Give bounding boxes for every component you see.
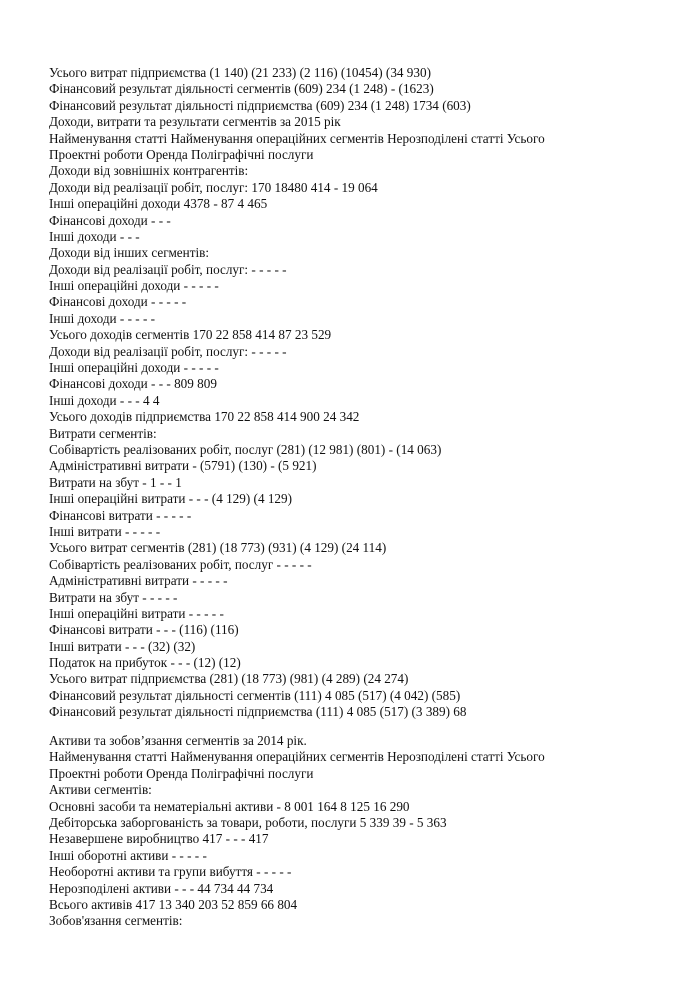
text-line: Собівартість реалізованих робіт, послуг - - - - - bbox=[49, 556, 312, 572]
text-line: Інші операційні доходи 4378 - 87 4 465 bbox=[49, 196, 268, 212]
section-heading: Активи та зобов’язання сегментів за 2014 рік. bbox=[49, 733, 307, 748]
table-header-line: Проектні роботи Оренда Поліграфічні послуги bbox=[49, 765, 314, 781]
text-line: Фінансовий результат діяльності підприємства (609) 234 (1 248) 1734 (603) bbox=[49, 97, 471, 113]
text-line: Доходи від реалізації робіт, послуг: 170 18480 414 - 19 064 bbox=[49, 179, 378, 195]
text-line: Доходи від інших сегментів: bbox=[49, 245, 210, 261]
table-header-line: Проектні роботи Оренда Поліграфічні послуги bbox=[49, 146, 314, 162]
text-line: Інші витрати - - - (32) (32) bbox=[49, 638, 196, 654]
text-line: Інші витрати - - - - - bbox=[49, 523, 161, 539]
text-line: Фінансовий результат діяльності сегментів (111) 4 085 (517) (4 042) (585) bbox=[49, 687, 461, 703]
text-line: Доходи від зовнішніх контрагентів: bbox=[49, 163, 249, 179]
text-line: Інші доходи - - - 4 4 bbox=[49, 392, 160, 408]
text-line: Усього витрат підприємства (281) (18 773) (981) (4 289) (24 274) bbox=[49, 671, 409, 687]
section-heading: Доходи, витрати та результати сегментів за 2015 рік bbox=[49, 114, 341, 130]
text-line: Витрати сегментів: bbox=[49, 425, 157, 441]
text-line: Усього доходів підприємства 170 22 858 414 900 24 342 bbox=[49, 409, 360, 425]
text-line: Доходи від реалізації робіт, послуг: - - - - - bbox=[49, 343, 287, 359]
text-line: Всього активів 417 13 340 203 52 859 66 804 bbox=[49, 896, 298, 912]
text-line: Фінансові витрати - - - (116) (116) bbox=[49, 622, 239, 638]
text-line: Витрати на збут - - - - - bbox=[49, 589, 178, 605]
table-header-line: Найменування статті Найменування операційних сегментів Нерозподілені статті Усього bbox=[49, 749, 545, 765]
text-line: Доходи від реалізації робіт, послуг: - - - - - bbox=[49, 261, 287, 277]
text-line: Адміністративні витрати - (5791) (130) - (5 921) bbox=[49, 458, 317, 474]
text-line: Усього витрат сегментів (281) (18 773) (931) (4 129) (24 114) bbox=[49, 540, 387, 556]
text-line: Усього витрат підприємства (1 140) (21 233) (2 116) (10454) (34 930) bbox=[49, 65, 431, 80]
text-line: Інші оборотні активи - - - - - bbox=[49, 847, 207, 863]
text-line: Дебіторська заборгованість за товари, роботи, послуги 5 339 39 - 5 363 bbox=[49, 814, 447, 830]
text-line: Фінансові доходи - - - 809 809 bbox=[49, 376, 217, 392]
text-line: Інші доходи - - - - - bbox=[49, 310, 156, 326]
text-line: Основні засоби та нематеріальні активи - 8 001 164 8 125 16 290 bbox=[49, 798, 410, 814]
text-line: Інші операційні доходи - - - - - bbox=[49, 278, 219, 294]
text-line: Необоротні активи та групи вибуття - - - - - bbox=[49, 864, 292, 880]
text-line: Активи сегментів: bbox=[49, 782, 152, 798]
text-line: Фінансові доходи - - - - - bbox=[49, 294, 187, 310]
text-line: Інші операційні доходи - - - - - bbox=[49, 360, 219, 376]
text-line: Податок на прибуток - - - (12) (12) bbox=[49, 655, 241, 671]
text-line: Зобов'язання сегментів: bbox=[49, 913, 183, 929]
text-line: Фінансові доходи - - - bbox=[49, 212, 171, 228]
text-line: Фінансові витрати - - - - - bbox=[49, 507, 192, 523]
text-line: Нерозподілені активи - - - 44 734 44 734 bbox=[49, 880, 274, 896]
text-line: Собівартість реалізованих робіт, послуг (281) (12 981) (801) - (14 063) bbox=[49, 441, 442, 457]
text-line: Витрати на збут - 1 - - 1 bbox=[49, 474, 182, 490]
text-line: Незавершене виробництво 417 - - - 417 bbox=[49, 831, 269, 847]
text-line: Інші операційні витрати - - - (4 129) (4 129) bbox=[49, 491, 293, 507]
text-line: Інші операційні витрати - - - - - bbox=[49, 605, 224, 621]
text-line: Усього доходів сегментів 170 22 858 414 87 23 529 bbox=[49, 327, 332, 343]
table-header-line: Найменування статті Найменування операційних сегментів Нерозподілені статті Усього bbox=[49, 130, 545, 146]
text-line: Фінансовий результат діяльності підприємства (111) 4 085 (517) (3 389) 68 bbox=[49, 704, 467, 720]
segment-report-2015-text bbox=[49, 65, 689, 721]
text-line: Інші доходи - - - bbox=[49, 228, 140, 244]
text-line: Адміністративні витрати - - - - - bbox=[49, 573, 228, 589]
text-line: Фінансовий результат діяльності сегментів (609) 234 (1 248) - (1623) bbox=[49, 81, 434, 97]
segment-assets-2014-text bbox=[49, 733, 689, 930]
